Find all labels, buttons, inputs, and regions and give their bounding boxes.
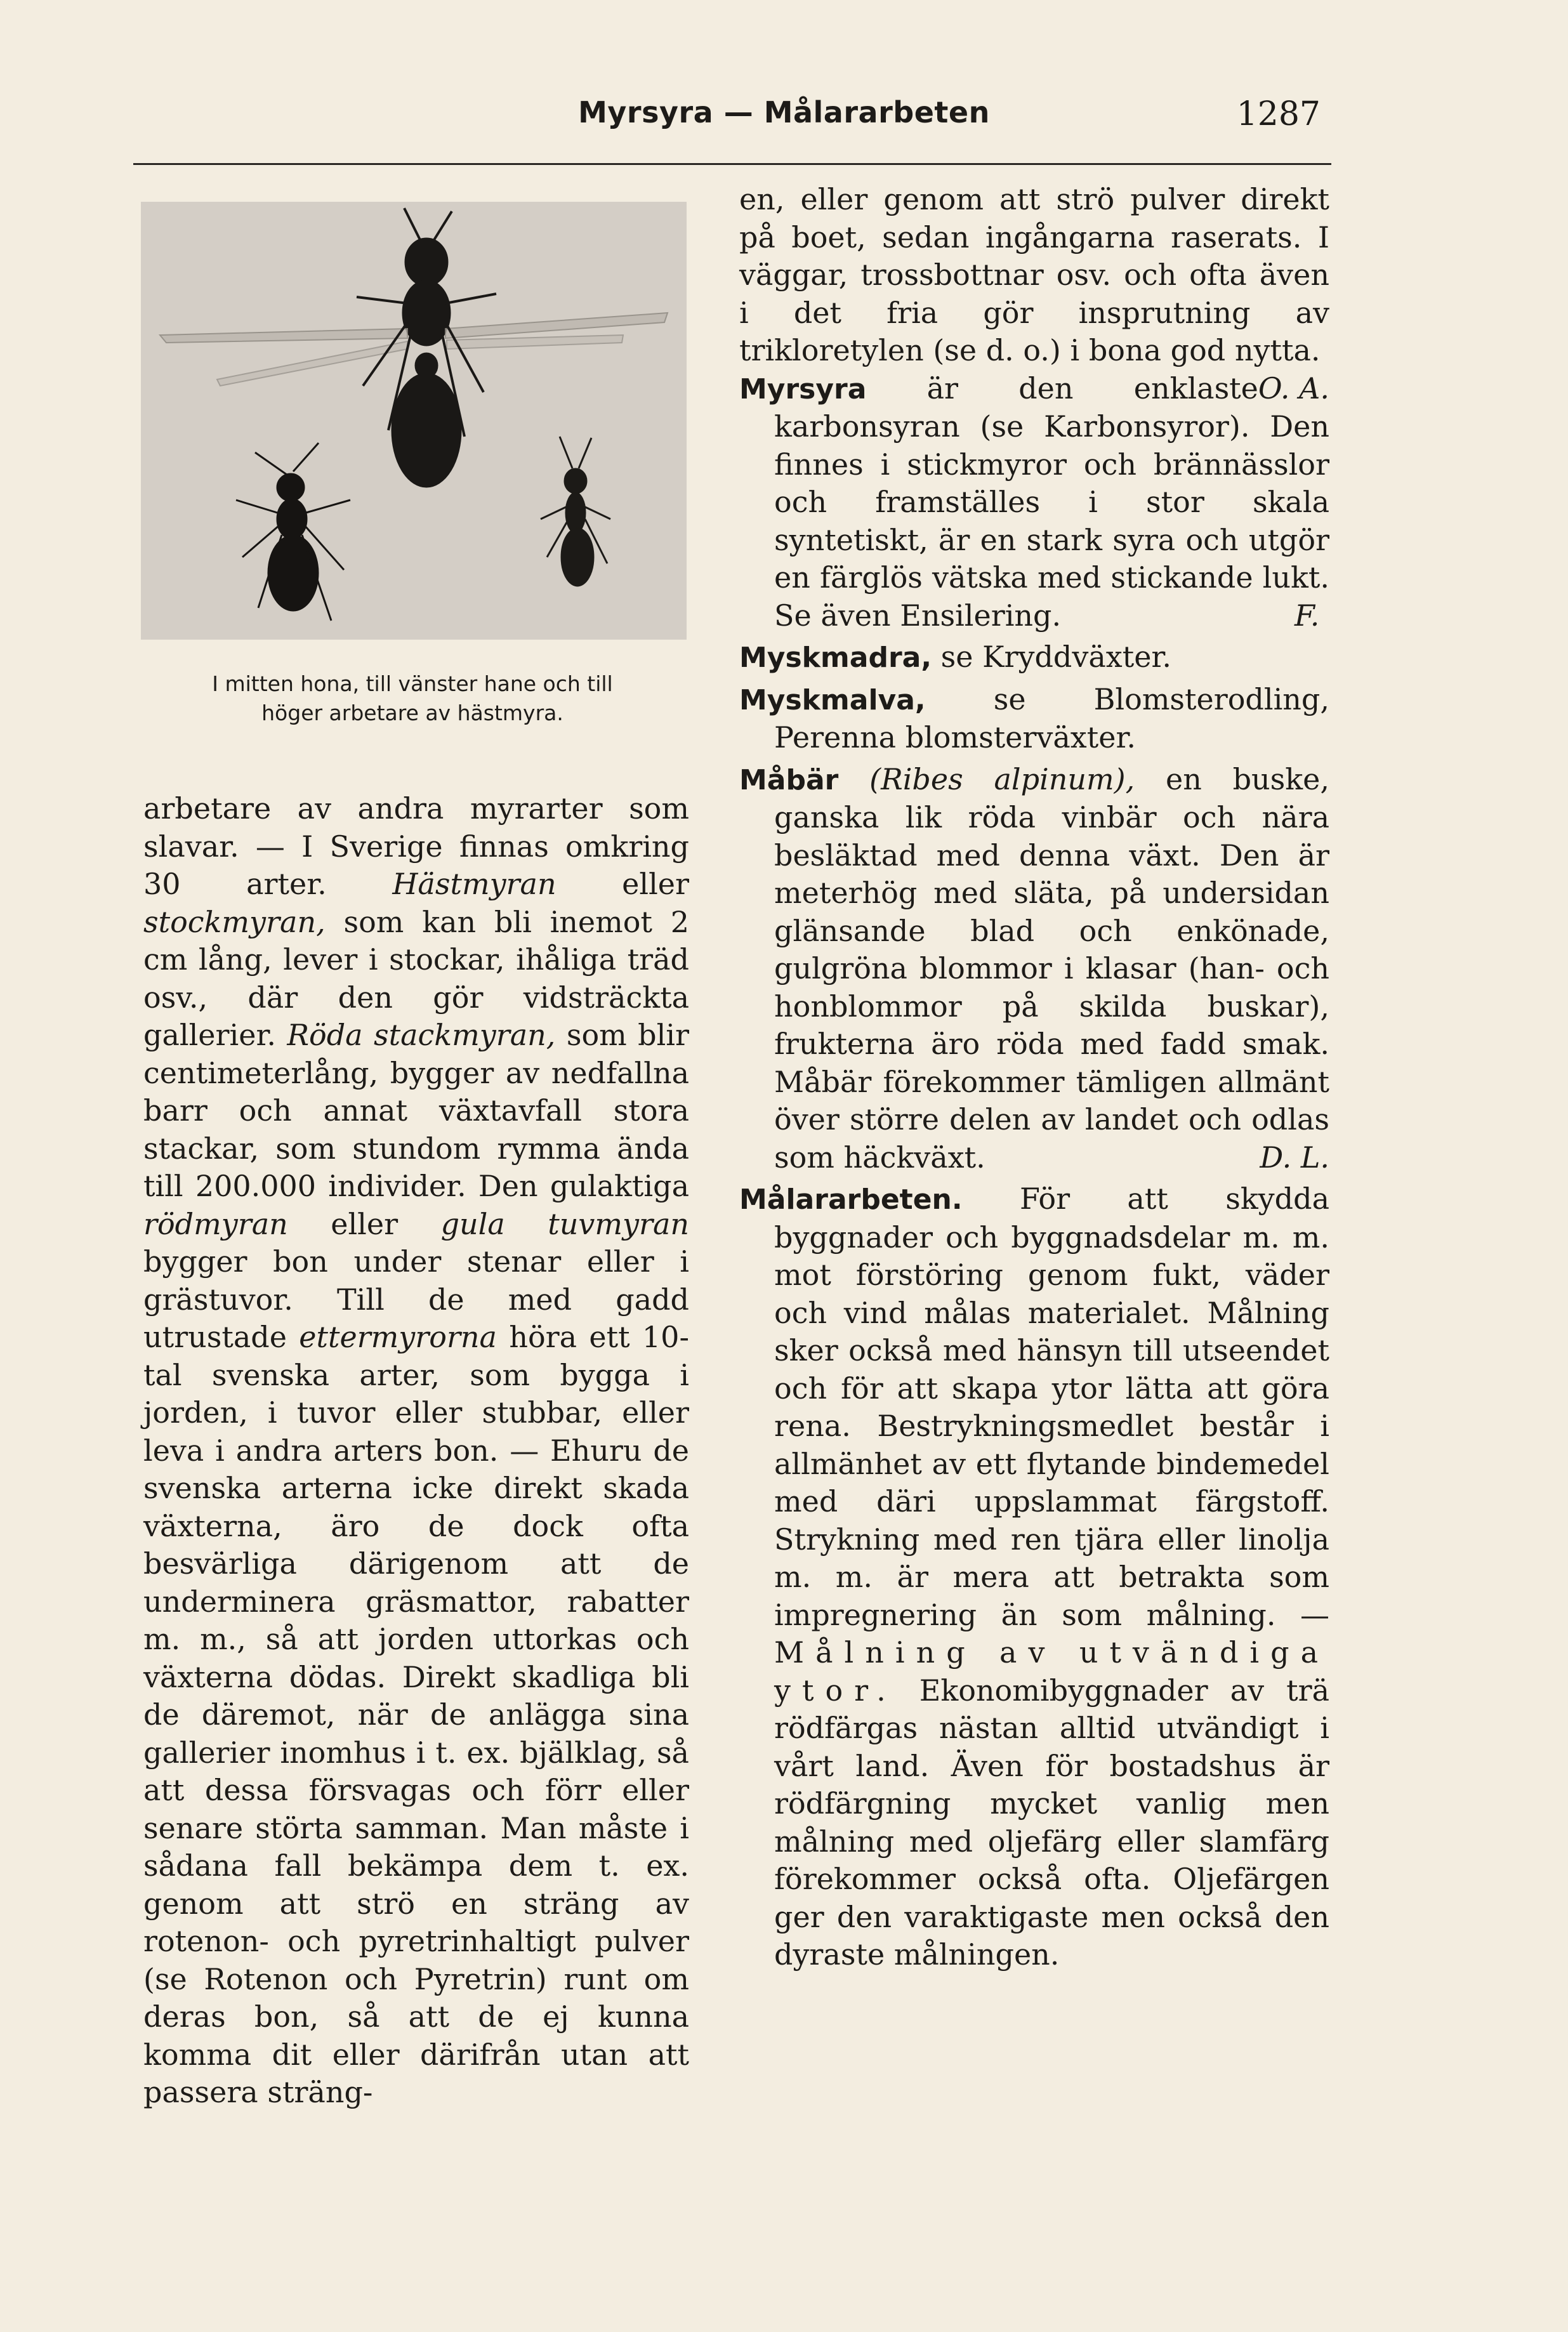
text-run: eller [287, 1206, 441, 1241]
text-run: som kan bli inemot 2 cm lång, lever i stockar, ihåliga träd osv., där den gör vidsträckta gallerier. [143, 904, 689, 1052]
latin-name: (Ribes alpinum), [838, 761, 1135, 796]
author-initials: D. L. [1260, 1140, 1329, 1175]
entry-text: är den enklaste karbonsyran (se Karbonsyror). Den finnes i stickmyror och brännässlor och framställes i stor skala syntetiskt, är en stark syra och utgör en färglös vätska med stickande lukt. Se även Ensilering. [774, 371, 1329, 633]
text-run: bygger bon under stenar eller i grästuvor. Till de med gadd utrustade [143, 1244, 689, 1354]
term-ettermyrorna: ettermyrorna [299, 1320, 497, 1354]
text-run: arbetare av andra myrarter som slavar. — I Sverige finnas omkring 30 arter. [143, 791, 689, 901]
left-column [143, 790, 689, 2112]
entry-myskmadra [739, 638, 1329, 677]
term-gula-tuvmyran: gula tuvmyran [440, 1206, 689, 1241]
myror-paragraph [143, 790, 689, 2112]
text-run: eller [556, 867, 689, 901]
term-stockmyran: stockmyran, [143, 904, 326, 939]
entry-myskmalva [739, 681, 1329, 757]
spaced-subheading: Målning av utvändiga ytor. [774, 1635, 1329, 1708]
term-roda-stackmyran: Röda stackmyran, [287, 1018, 556, 1052]
headword: Måbär [739, 763, 839, 796]
entry-text: Ekonomibyggnader av trä rödfärgas nästan alltid utvändigt i vårt land. Även för bostadshus är rödfärgning mycket vanlig men målning med oljefärg eller slamfärg förekommer också ofta. Oljefärgen ger den varaktigaste men också den dyraste målningen. [774, 1673, 1329, 1972]
figure-caption [127, 669, 698, 728]
entry-malararbeten [739, 1180, 1329, 1974]
page-number: 1287 [1236, 95, 1321, 133]
entry-text: För att skydda byggnader och byggnadsdelar m. m. mot förstöring genom fukt, väder och vind målas materialet. Målning sker också med hänsyn till utseendet och för att skapa ytor lätta att göra rena. Bestrykningsmedlet består i allmänhet av ett flytande bindemedel med däri uppslammat färgstoff. Strykning med ren tjära eller linolja m. m. är mera att betrakta som impregnering än som målning. — [774, 1182, 1329, 1632]
caption-line: höger arbetare av hästmyra. [261, 701, 563, 725]
headword: Myrsyra [739, 372, 867, 405]
entry-text: en buske, ganska lik röda vinbär och nära besläktad med denna växt. Den är meterhög med släta, på undersidan glänsande blad och enkönade, gulgröna blommor i klasar (han- och honblommor på skilda buskar), frukterna äro röda med fadd smak. Måbär förekommer tämligen allmänt över större delen av landet och odlas som häckväxt. [774, 761, 1329, 1175]
headword: Målararbeten. [739, 1183, 963, 1216]
header-rule [133, 163, 1331, 165]
ants-illustration [141, 202, 687, 640]
entry-mabar [739, 761, 1329, 1177]
text-run: som blir centimeterlång, bygger av nedfallna barr och annat växtavfall stora stackar, som stundom rymma ända till 200.000 individer. Den gulaktiga [143, 1018, 690, 1203]
entry-text: se Blomsterodling, Perenna blomsterväxter. [774, 682, 1329, 754]
text-run: höra ett 10-tal svenska arter, som bygga i jorden, i tuvor eller stubbar, eller leva i andra arters bon. — Ehuru de svenska arterna icke direkt skada växterna, äro de dock ofta besvärliga därigenom att de underminera gräsmattor, rabatter m. m., så att jorden uttorkas och växterna dödas. Direkt skadliga bli de däremot, när de anlägga sina gallerier inomhus i t. ex. bjälklag, så att dessa försvagas och förr eller senare störta samman. Man måste i sådana fall bekämpa dem t. ex. genom att strö en sträng av rotenon- och pyretrinhaltigt pulver (se Rotenon och Pyretrin) runt om deras bon, så att de ej kunna komma dit eller därifrån utan att passera sträng- [143, 1320, 689, 2109]
entry-myrsyra: Myrsyra är den enklaste karbonsyran (se Karbonsyror). Den finnes i stickmyror och brännässlor och framställes i stor skala syntetiskt, är en stark syra och utgör en färglös vätska med stickande lukt. Se även Ensilering. F. [739, 371, 1329, 633]
term-rodmyran: rödmyran [143, 1206, 288, 1241]
caption-line: I mitten hona, till vänster hane och till [212, 671, 613, 696]
headword: Myskmalva, [739, 683, 926, 716]
author-initials: O. A. [1258, 371, 1329, 405]
headword: Myskmadra, [739, 642, 932, 674]
term-hastmyran: Hästmyran [392, 867, 557, 901]
running-title: Myrsyra — Målararbeten [578, 95, 990, 129]
text-run: en, eller genom att strö pulver direkt på boet, sedan ingångarna raserats. I väggar, trossbottnar osv. och ofta även i det fria gör insprutning av trikloretylen (se d. o.) i bona god nytta. [739, 182, 1329, 367]
ant-photograph [141, 202, 687, 640]
right-column [739, 181, 1329, 1978]
entry-text: se Kryddväxter. [932, 640, 1171, 674]
running-header [0, 95, 1568, 146]
